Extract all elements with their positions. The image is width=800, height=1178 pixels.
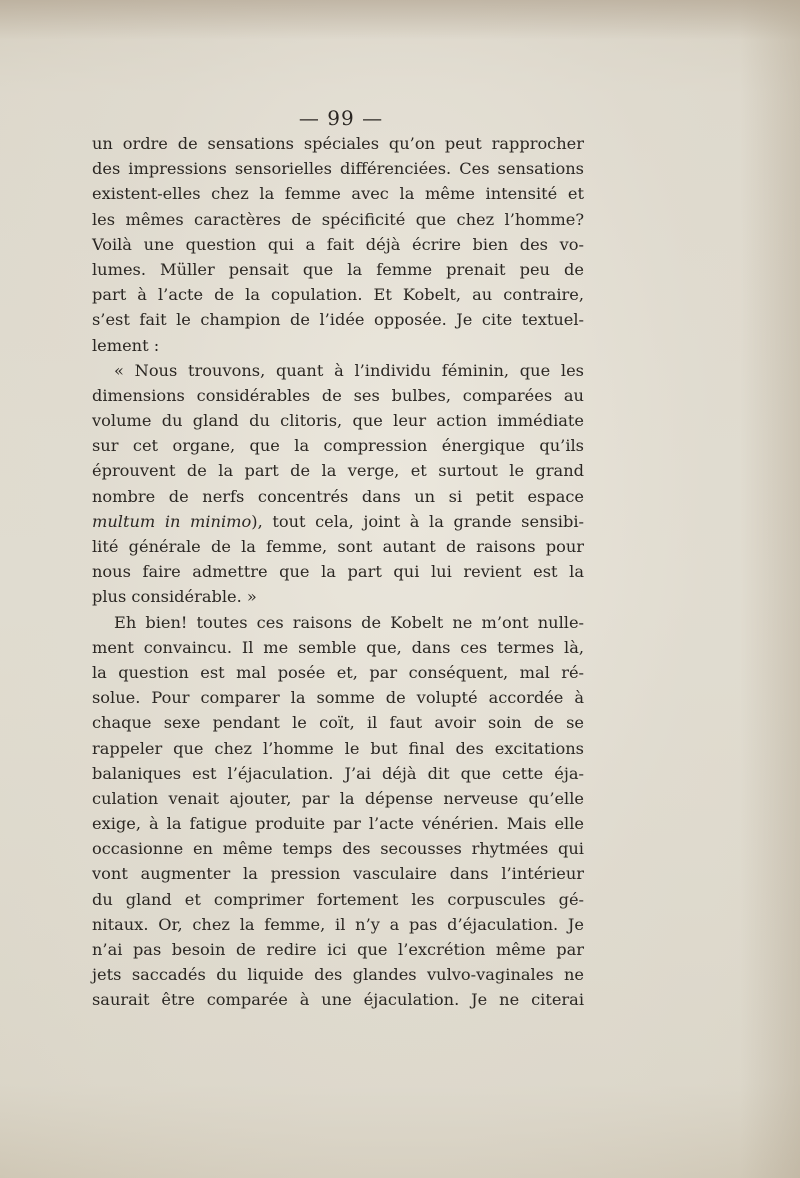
text-line: la question est mal posée et, par conséquent, mal ré-: [92, 662, 584, 682]
text-line: des impressions sensorielles différenciées. Ces sensations: [92, 159, 584, 179]
text-line: saurait être comparée à une éjaculation. Je ne citerai: [92, 990, 584, 1010]
text-line: n’ai pas besoin de redire ici que l’excrétion même par: [92, 940, 584, 959]
text-line: lité générale de la femme, sont autant de raisons pour: [92, 537, 584, 556]
text-line: les mêmes caractères de spécificité que chez l’homme?: [92, 209, 584, 229]
text-line: dimensions considérables de ses bulbes, comparées au: [92, 385, 584, 405]
text-line-rest: ), tout cela, joint à la grande sensibi-: [251, 511, 584, 531]
text-line: lumes. Müller pensait que la femme prenait peu de: [92, 259, 584, 279]
text-line: lement :: [92, 335, 160, 355]
text-line: solue. Pour comparer la somme de volupté accordée à: [92, 688, 584, 708]
text-line: culation venait ajouter, par la dépense nerveuse qu’elle: [92, 788, 584, 808]
body-text: [92, 131, 584, 1013]
text-line: rappeler que chez l’homme le but final des excitations: [92, 738, 584, 758]
text-line: ment convaincu. Il me semble que, dans ces termes là,: [92, 637, 584, 657]
text-line: sur cet organe, que la compression énergique qu’ils: [92, 436, 584, 456]
text-line: volume du gland du clitoris, que leur action immédiate: [92, 411, 584, 431]
text-line: occasionne en même temps des secousses rhytmées qui: [92, 839, 584, 859]
text-line: balaniques est l’éjaculation. J’ai déjà dit que cette éja-: [92, 763, 584, 783]
text-line: du gland et comprimer fortement les corpuscules gé-: [92, 889, 584, 909]
text-line: nombre de nerfs concentrés dans un si petit espace: [92, 486, 584, 506]
text-line-italic-start: [92, 509, 584, 534]
text-line: éprouvent de la part de la verge, et surtout le grand: [92, 461, 584, 481]
text-line: chaque sexe pendant le coït, il faut avoir soin de se: [92, 713, 584, 733]
text-line: nous faire admettre que la part qui lui revient est la: [92, 562, 584, 582]
text-line: s’est fait le champion de l’idée opposée. Je cite textuel-: [92, 310, 584, 330]
text-line: part à l’acte de la copulation. Et Kobelt, au contraire,: [92, 285, 584, 305]
text-line: jets saccadés du liquide des glandes vulvo-vaginales ne: [92, 965, 584, 985]
text-line: nitaux. Or, chez la femme, il n’y a pas d’éjaculation. Je: [92, 914, 584, 934]
italic-phrase: multum in minimo: [92, 511, 252, 531]
text-line: exige, à la fatigue produite par l’acte vénérien. Mais elle: [92, 814, 584, 834]
text-line: vont augmenter la pression vasculaire dans l’intérieur: [92, 864, 584, 884]
text-line: « Nous trouvons, quant à l’individu féminin, que les: [114, 360, 584, 380]
text-line: Voilà une question qui a fait déjà écrire bien des vo-: [92, 234, 584, 254]
text-line: existent-elles chez la femme avec la même intensité et: [92, 184, 584, 204]
text-line: un ordre de sensations spéciales qu’on peut rapprocher: [92, 134, 584, 153]
text-line: Eh bien! toutes ces raisons de Kobelt ne m’ont nulle-: [114, 612, 584, 632]
page-number: — 99 —: [298, 106, 384, 130]
text-line: plus considérable. »: [92, 587, 257, 607]
